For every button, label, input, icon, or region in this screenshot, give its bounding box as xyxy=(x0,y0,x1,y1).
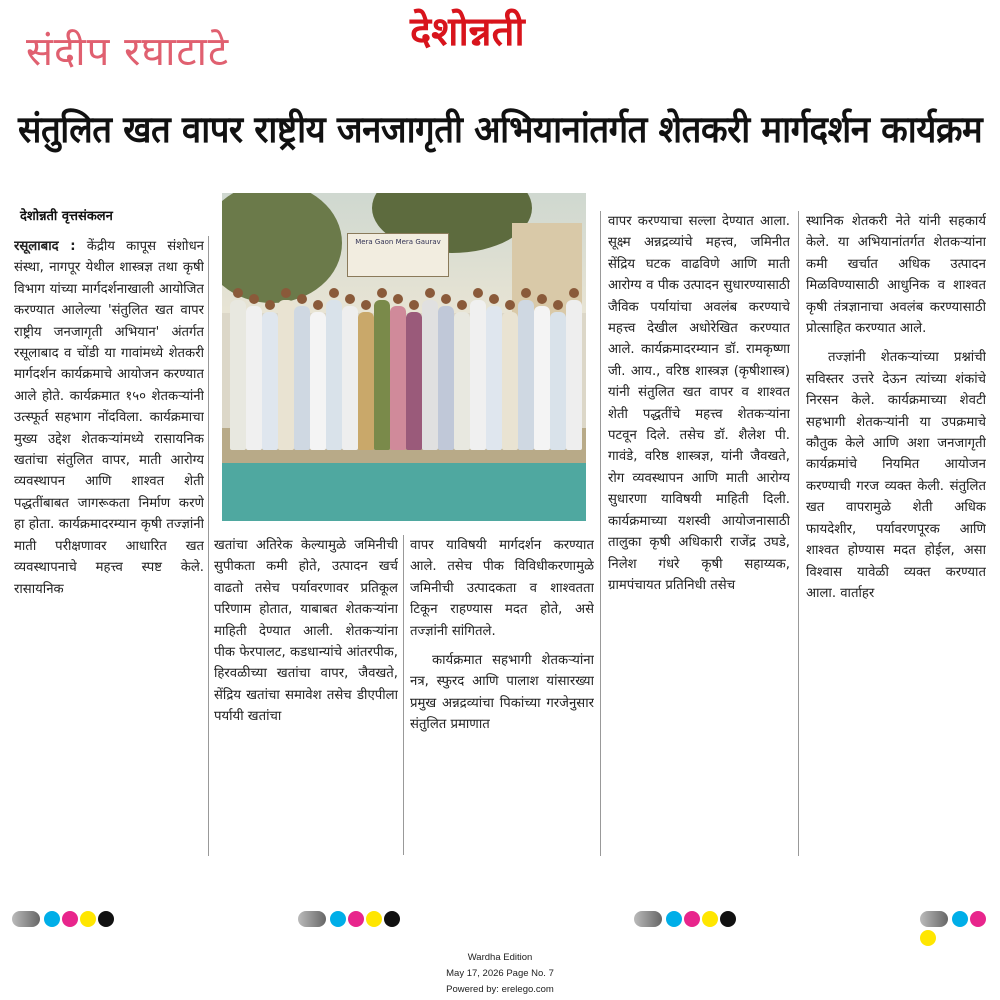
column-divider xyxy=(798,211,799,856)
photo-person xyxy=(438,306,454,450)
photo-person-head xyxy=(457,300,467,310)
article-column-5 xyxy=(806,211,986,856)
photo-person-head xyxy=(553,300,563,310)
newspaper-masthead: देशोन्नती xyxy=(410,9,525,55)
photo-person-head xyxy=(409,300,419,310)
column-1-text: केंद्रीय कापूस संशोधन संस्था, नागपूर येथील शास्त्रज्ञ तथा कृषी विभाग यांच्या मार्गदर्शनाखाली आयोजित करण्यात आलेल्या 'संतुलित खत वापर राष्ट्रीय जनजागृती अभियान' अंतर्गत रसूलाबाद व चोंडी या गावांमध्ये शेतकरी मार्गदर्शन कार्यक्रमाचे आयोजन करण्यात आले होते. कार्यक्रमात १५० शेतकऱ्यांनी उत्स्फूर्त सहभाग नोंदविला. कार्यक्रमाचा मुख्य उद्देश शेतकऱ्यांमध्ये रासायनिक खतांचा संतुलित वापर, माती आरोग्य व्यवस्थापन आणि शाश्वत शेती पद्धतींबाबत जागरूकता निर्माण करणे हा होता. कार्यक्रमादरम्यान कृषी तज्ज्ञांनी माती परीक्षणावर आधारित खत व्यवस्थापनाचे महत्त्व स्पष्ट केले. रासायनिक xyxy=(14,239,204,597)
registration-marks xyxy=(634,908,738,930)
photo-person-head xyxy=(313,300,323,310)
photo-person xyxy=(518,300,534,450)
photo-person xyxy=(406,312,422,450)
photo-person-head xyxy=(233,288,243,298)
photo-person xyxy=(310,312,326,450)
article-column-4 xyxy=(608,211,790,856)
photo-person xyxy=(454,312,470,450)
photo-person-head xyxy=(281,288,291,298)
column-5-paragraph-1: स्थानिक शेतकरी नेते यांनी सहकार्य केले. या अभियानांतर्गत शेतकऱ्यांना कमी खर्चात अधिक उत्पादन मिळविण्यासाठी आधुनिक व शाश्वत कृषी तंत्रज्ञानाचा अवलंब करण्यासाठी प्रोत्साहित करण्यात आले. xyxy=(806,214,986,337)
photo-person xyxy=(390,306,406,450)
column-4-text: वापर करण्याचा सल्ला देण्यात आला. सूक्ष्म अन्नद्रव्यांचे महत्त्व, जमिनीत सेंद्रिय घटक वाढविणे आणि माती आरोग्य व पीक उत्पादन सुधारण्यासाठी जैविक पर्यायांचा अवलंब करण्याचे महत्त्व देखील अधोरेखित करण्यात आले. कार्यक्रमादरम्यान डॉ. रामकृष्णा जी. आय., वरिष्ठ शास्त्रज्ञ (कृषीशास्त्र) यांनी संतुलित खत वापर व शाश्वत शेती पद्धतींचे महत्त्व शेतकऱ्यांना पटवून दिले. तसेच डॉ. शैलेश पी. गावंडे, वरिष्ठ शास्त्रज्ञ, यांनी जैवखते, रोग व्यवस्थापन आणि माती आरोग्य सुधारणा याविषयी माहिती दिली. कार्यक्रमाच्या यशस्वी आयोजनासाठी तालुका कृषी अधिकारी राजेंद्र उघडे, निलेश गंधरे कृषी सहाय्यक, ग्रामपंचायत प्रतिनिधी तसेच xyxy=(608,214,790,593)
photo-person xyxy=(422,300,438,450)
date-page-label: May 17, 2026 Page No. 7 xyxy=(446,968,554,979)
article-column-3 xyxy=(410,535,594,855)
photo-person-head xyxy=(489,294,499,304)
column-3-paragraph-2: कार्यक्रमात सहभागी शेतकऱ्यांना नत्र, स्फुरद आणि पालाश यांसारख्या प्रमुख अन्नद्रव्यांचा पिकांच्या गरजेनुसार संतुलित प्रमाणात xyxy=(410,653,594,733)
powered-by-label: Powered by: erelego.com xyxy=(446,984,554,995)
photo-banner-text: Mera Gaon Mera Gaurav xyxy=(355,238,441,246)
photo-person-head xyxy=(361,300,371,310)
byline: देशोन्नती वृत्तसंकलन xyxy=(20,209,113,224)
photo-person xyxy=(246,306,262,450)
photo-person-head xyxy=(249,294,259,304)
column-3-paragraph-1: वापर याविषयी मार्गदर्शन करण्यात आले. तसेच पीक विविधीकरणामुळे जमिनीची उत्पादकता व शाश्वतता टिकून राहण्यास मदत होते, असे तज्ज्ञांनी सांगितले. xyxy=(410,538,594,639)
article-headline: संतुलित खत वापर राष्ट्रीय जनजागृती अभियानांतर्गत शेतकरी मार्गदर्शन कार्यक्रम xyxy=(18,108,983,151)
photo-person-head xyxy=(265,300,275,310)
photo-person xyxy=(470,300,486,450)
photo-person xyxy=(486,306,502,450)
column-divider xyxy=(600,211,601,856)
article-column-2 xyxy=(214,535,398,855)
photo-person-head xyxy=(345,294,355,304)
dateline-place: रसूलाबाद : xyxy=(14,239,76,254)
photo-person xyxy=(534,306,550,450)
photo-person xyxy=(230,300,246,450)
photo-person-head xyxy=(473,288,483,298)
photo-person xyxy=(294,306,310,450)
edition-label: Wardha Edition xyxy=(467,952,533,963)
article-column-1 xyxy=(14,236,204,848)
photo-person-head xyxy=(505,300,515,310)
registration-marks xyxy=(298,908,402,930)
photo-person xyxy=(326,300,342,450)
photo-person xyxy=(262,312,278,450)
photo-person-head xyxy=(425,288,435,298)
reporter-name: संदीप रघाटाटे xyxy=(26,29,230,75)
photo-person-head xyxy=(441,294,451,304)
column-divider xyxy=(403,535,404,855)
photo-person-head xyxy=(569,288,579,298)
column-divider xyxy=(208,236,209,856)
column-2-text: खतांचा अतिरेक केल्यामुळे जमिनीची सुपीकता कमी होते, उत्पादन खर्च वाढतो तसेच पर्यावरणावर प्रतिकूल परिणाम होतात, याबाबत शेतकऱ्यांना माहिती देण्यात आली. शेतकऱ्यांना पीक फेरपालट, कडधान्यांचे आंतरपीक, हिरवळीच्या खतांचा वापर, जैवखते, सेंद्रिय खतांचा समावेश तसेच डीएपीला पर्यायी खतांचा xyxy=(214,538,398,725)
photo-person xyxy=(374,300,390,450)
photo-person xyxy=(550,312,566,450)
photo-person-head xyxy=(537,294,547,304)
photo-person-head xyxy=(393,294,403,304)
photo-banner xyxy=(347,233,449,277)
registration-marks xyxy=(12,908,116,930)
registration-marks xyxy=(920,908,1000,930)
event-photo xyxy=(222,193,586,521)
photo-person xyxy=(502,312,518,450)
photo-person xyxy=(566,300,582,450)
photo-person-head xyxy=(521,288,531,298)
photo-person-head xyxy=(377,288,387,298)
column-5-paragraph-2: तज्ज्ञांनी शेतकऱ्यांच्या प्रश्नांची सविस्तर उत्तरे देऊन त्यांच्या शंकांचे निरसन केले. कार्यक्रमाच्या शेवटी सहभागी शेतकऱ्यांनी या उपक्रमाचे कौतुक केले आणि अशा जनजागृती कार्यक्रमांचे नियमित आयोजन करण्याची गरज व्यक्त केली. संतुलित खत वापरामुळे शेती अधिक फायदेशीर, पर्यावरणपूरक आणि शाश्वत होण्यास मदत होईल, असा विश्वास यावेळी व्यक्त करण्यात आला. वार्ताहर xyxy=(806,350,986,601)
photo-person xyxy=(358,312,374,450)
photo-person-head xyxy=(297,294,307,304)
photo-person-head xyxy=(329,288,339,298)
photo-person xyxy=(342,306,358,450)
photo-person xyxy=(278,300,294,450)
